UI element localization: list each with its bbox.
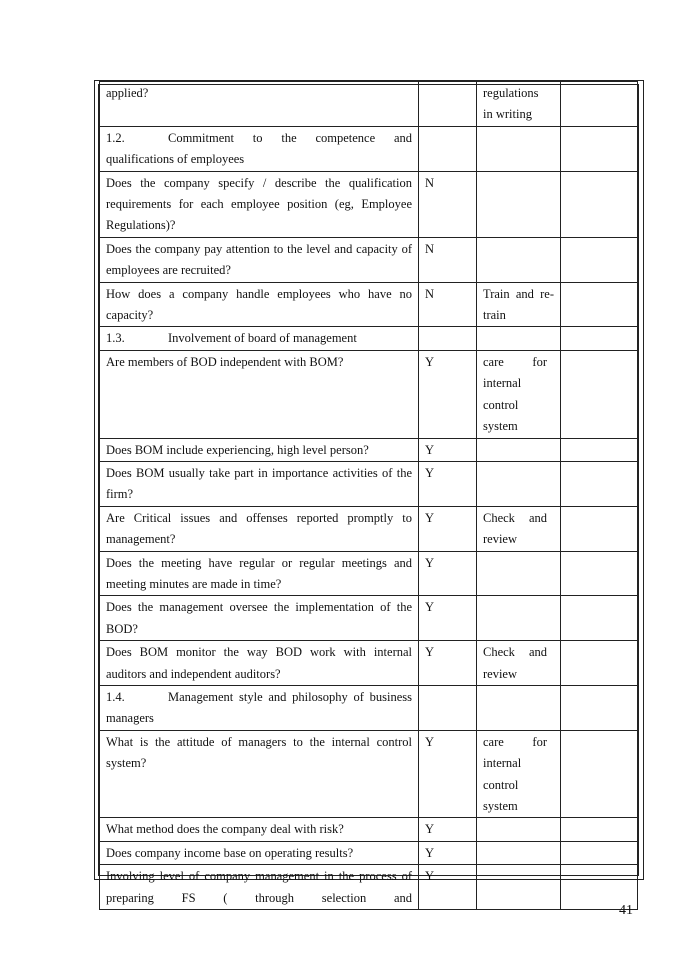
table-row: [100, 438, 638, 461]
remark-cell: [477, 327, 561, 350]
answer-cell: N: [419, 282, 477, 327]
extra-cell: [561, 461, 638, 506]
extra-cell: [561, 126, 638, 171]
remark-cell: [477, 461, 561, 506]
remark-cell: Train and re-train: [477, 282, 561, 327]
extra-cell: [561, 506, 638, 551]
remark-cell: [477, 818, 561, 841]
extra-cell: [561, 327, 638, 350]
table-row: [100, 82, 638, 127]
question-cell: Does the management oversee the implementation of the BOD?: [100, 596, 419, 641]
table-row: [100, 282, 638, 327]
remark-cell: Check and review: [477, 641, 561, 686]
table-row: [100, 171, 638, 237]
answer-cell: [419, 327, 477, 350]
question-cell: What method does the company deal with risk?: [100, 818, 419, 841]
answer-cell: Y: [419, 461, 477, 506]
remark-cell: [477, 596, 561, 641]
extra-cell: [561, 282, 638, 327]
question-cell: Does the meeting have regular or regular meetings and meeting minutes are made in time?: [100, 551, 419, 596]
extra-cell: [561, 551, 638, 596]
section-row: [100, 126, 638, 171]
table-row: [100, 730, 638, 818]
remark-cell: [477, 841, 561, 864]
extra-cell: [561, 438, 638, 461]
extra-cell: [561, 730, 638, 818]
question-cell: Are members of BOD independent with BOM?: [100, 350, 419, 438]
question-cell: applied?: [100, 82, 419, 127]
answer-cell: [419, 685, 477, 730]
section-row: [100, 327, 638, 350]
answer-cell: Y: [419, 865, 477, 910]
remark-cell: [477, 237, 561, 282]
section-heading-cell: [100, 126, 419, 171]
section-title: Management style and philosophy of business managers: [106, 689, 412, 726]
section-number: 1.2.: [106, 130, 125, 145]
question-cell: How does a company handle employees who have no capacity?: [100, 282, 419, 327]
answer-cell: Y: [419, 730, 477, 818]
question-cell: Does BOM include experiencing, high level person?: [100, 438, 419, 461]
remark-cell: [477, 685, 561, 730]
question-cell: Are Critical issues and offenses reported promptly to management?: [100, 506, 419, 551]
control-checklist-table: [99, 81, 638, 910]
remark-cell: care for internal control system: [477, 350, 561, 438]
question-cell: What is the attitude of managers to the internal control system?: [100, 730, 419, 818]
extra-cell: [561, 685, 638, 730]
table-row: [100, 237, 638, 282]
extra-cell: [561, 841, 638, 864]
answer-cell: Y: [419, 551, 477, 596]
question-cell: Does the company specify / describe the qualification requirements for each employee position (eg, Employee Regulations)?: [100, 171, 419, 237]
answer-cell: Y: [419, 506, 477, 551]
table-row: [100, 641, 638, 686]
answer-cell: [419, 82, 477, 127]
table-row: [100, 506, 638, 551]
answer-cell: Y: [419, 596, 477, 641]
answer-cell: Y: [419, 641, 477, 686]
table-row: [100, 865, 638, 910]
answer-cell: Y: [419, 350, 477, 438]
section-number: 1.4.: [106, 689, 125, 704]
section-title: Commitment to the competence and qualifications of employees: [106, 130, 412, 167]
section-number: 1.3.: [106, 331, 125, 346]
answer-cell: Y: [419, 841, 477, 864]
table-row: [100, 350, 638, 438]
remark-cell: [477, 551, 561, 596]
remark-cell: Check and review: [477, 506, 561, 551]
table-row: [100, 841, 638, 864]
extra-cell: [561, 596, 638, 641]
remark-cell: [477, 171, 561, 237]
remark-cell: regulations in writing: [477, 82, 561, 127]
answer-cell: N: [419, 171, 477, 237]
answer-cell: Y: [419, 438, 477, 461]
section-heading-cell: [100, 327, 419, 350]
remark-cell: [477, 126, 561, 171]
remark-cell: care for internal control system: [477, 730, 561, 818]
section-title: Involvement of board of management: [168, 331, 357, 346]
extra-cell: [561, 237, 638, 282]
section-heading-cell: [100, 685, 419, 730]
question-cell: Does company income base on operating results?: [100, 841, 419, 864]
page-number: 41: [619, 903, 633, 918]
question-cell: Involving level of company management in the process of preparing FS ( through selection and: [100, 865, 419, 910]
extra-cell: [561, 350, 638, 438]
question-cell: Does BOM monitor the way BOD work with internal auditors and independent auditors?: [100, 641, 419, 686]
answer-cell: N: [419, 237, 477, 282]
section-row: [100, 685, 638, 730]
extra-cell: [561, 818, 638, 841]
table-row: [100, 461, 638, 506]
table-row: [100, 818, 638, 841]
answer-cell: Y: [419, 818, 477, 841]
question-cell: Does BOM usually take part in importance activities of the firm?: [100, 461, 419, 506]
table-row: [100, 551, 638, 596]
answer-cell: [419, 126, 477, 171]
table-row: [100, 596, 638, 641]
remark-cell: [477, 865, 561, 910]
question-cell: Does the company pay attention to the level and capacity of employees are recruited?: [100, 237, 419, 282]
extra-cell: [561, 171, 638, 237]
extra-cell: [561, 82, 638, 127]
extra-cell: [561, 641, 638, 686]
remark-cell: [477, 438, 561, 461]
